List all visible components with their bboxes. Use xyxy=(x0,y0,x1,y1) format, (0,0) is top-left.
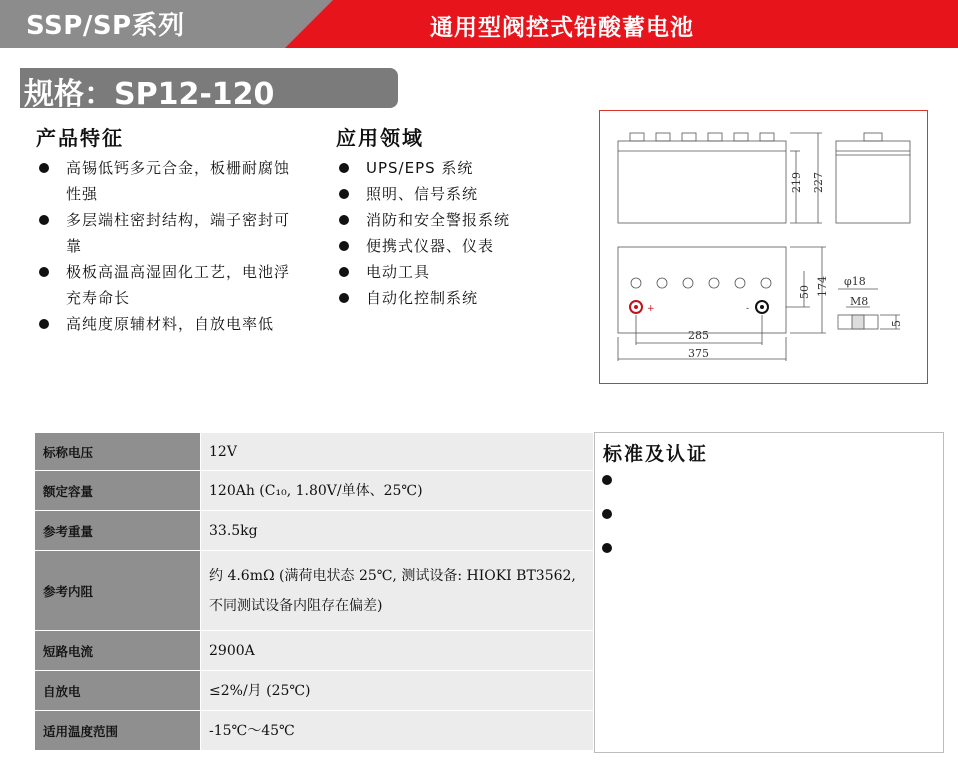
dim-total-height-label: 227 xyxy=(812,172,825,193)
spec-value: 12V xyxy=(201,433,594,471)
spec-row xyxy=(35,711,594,751)
top-view xyxy=(618,247,829,361)
terminal-bore xyxy=(852,315,864,329)
header-band xyxy=(0,0,958,48)
spec-value: ≤2%/月 (25℃) xyxy=(201,671,594,711)
front-vent xyxy=(708,133,722,141)
certification-heading: 标准及认证 xyxy=(603,443,709,465)
top-vent xyxy=(631,278,641,288)
application-item: 便携式仪器、仪表 xyxy=(336,233,586,259)
plus-sign: + xyxy=(647,304,655,314)
spec-row xyxy=(35,551,594,631)
features-list xyxy=(36,155,296,337)
dimension-drawing xyxy=(599,110,928,384)
model-label: 规格：SP12-120 xyxy=(24,77,275,112)
spec-label: 额定容量 xyxy=(35,471,201,511)
spec-row xyxy=(35,631,594,671)
spec-value: 2900A xyxy=(201,631,594,671)
top-case xyxy=(618,247,786,333)
spec-row xyxy=(35,433,594,471)
applications-list xyxy=(336,155,586,311)
spec-label: 适用温度范围 xyxy=(35,711,201,751)
terminal-detail xyxy=(838,275,903,329)
top-vent xyxy=(683,278,693,288)
application-item: 电动工具 xyxy=(336,259,586,285)
spec-value: 33.5kg xyxy=(201,511,594,551)
dim-case-height-label: 219 xyxy=(790,172,803,193)
spec-label: 标称电压 xyxy=(35,433,201,471)
certification-list xyxy=(599,469,619,571)
spec-row xyxy=(35,671,594,711)
application-item: 照明、信号系统 xyxy=(336,181,586,207)
spec-row xyxy=(35,471,594,511)
spec-label: 自放电 xyxy=(35,671,201,711)
front-vent xyxy=(734,133,748,141)
front-vent xyxy=(630,133,644,141)
terminal-height-label: 5 xyxy=(890,320,903,327)
certification-bullet xyxy=(599,469,619,503)
feature-item: 高锡低钙多元合金，板栅耐腐蚀性强 xyxy=(36,155,296,207)
feature-item: 极板高温高湿固化工艺，电池浮充寿命长 xyxy=(36,259,296,311)
series-title: SSP/SP系列 xyxy=(26,11,185,41)
feature-item: 多层端柱密封结构，端子密封可靠 xyxy=(36,207,296,259)
front-view xyxy=(618,133,825,223)
positive-terminal-core xyxy=(634,305,638,309)
spec-table xyxy=(34,432,594,751)
spec-row xyxy=(35,511,594,551)
side-view xyxy=(836,133,910,223)
front-vent xyxy=(656,133,670,141)
dim-terminal-spacing-label: 285 xyxy=(688,329,709,342)
dim-length-label: 375 xyxy=(688,347,709,360)
spec-value: 约 4.6mΩ (满荷电状态 25℃, 测试设备: HIOKI BT3562, 不同测试设备内阻存在偏差) xyxy=(201,551,594,631)
certification-panel xyxy=(594,432,944,753)
certification-bullet xyxy=(599,537,619,571)
product-subtitle: 通用型阀控式铅酸蓄电池 xyxy=(430,15,694,41)
application-item: 消防和安全警报系统 xyxy=(336,207,586,233)
certification-bullet xyxy=(599,503,619,537)
thread-label: M8 xyxy=(850,295,869,308)
spec-value: 120Ah (C₁₀, 1.80V/单体、25℃) xyxy=(201,471,594,511)
spec-label: 短路电流 xyxy=(35,631,201,671)
application-item: UPS/EPS 系统 xyxy=(336,155,586,181)
front-case xyxy=(618,141,786,223)
dim-terminal-depth-label: 50 xyxy=(798,285,811,299)
top-vent xyxy=(709,278,719,288)
side-case xyxy=(836,141,910,223)
dim-top-height-label: 174 xyxy=(816,276,829,297)
top-vent xyxy=(761,278,771,288)
front-vent xyxy=(682,133,696,141)
front-vent xyxy=(760,133,774,141)
application-item: 自动化控制系统 xyxy=(336,285,586,311)
top-vent xyxy=(735,278,745,288)
terminal-diameter-label: φ18 xyxy=(844,275,866,288)
spec-value: -15℃～45℃ xyxy=(201,711,594,751)
negative-terminal-core xyxy=(760,305,764,309)
feature-item: 高纯度原辅材料，自放电率低 xyxy=(36,311,296,337)
spec-label: 参考重量 xyxy=(35,511,201,551)
battery-drawing-svg xyxy=(600,111,929,385)
minus-sign: - xyxy=(746,304,750,314)
applications-heading: 应用领域 xyxy=(336,126,424,150)
side-terminal xyxy=(864,133,882,141)
features-heading: 产品特征 xyxy=(36,126,124,150)
top-vent xyxy=(657,278,667,288)
spec-label: 参考内阻 xyxy=(35,551,201,631)
